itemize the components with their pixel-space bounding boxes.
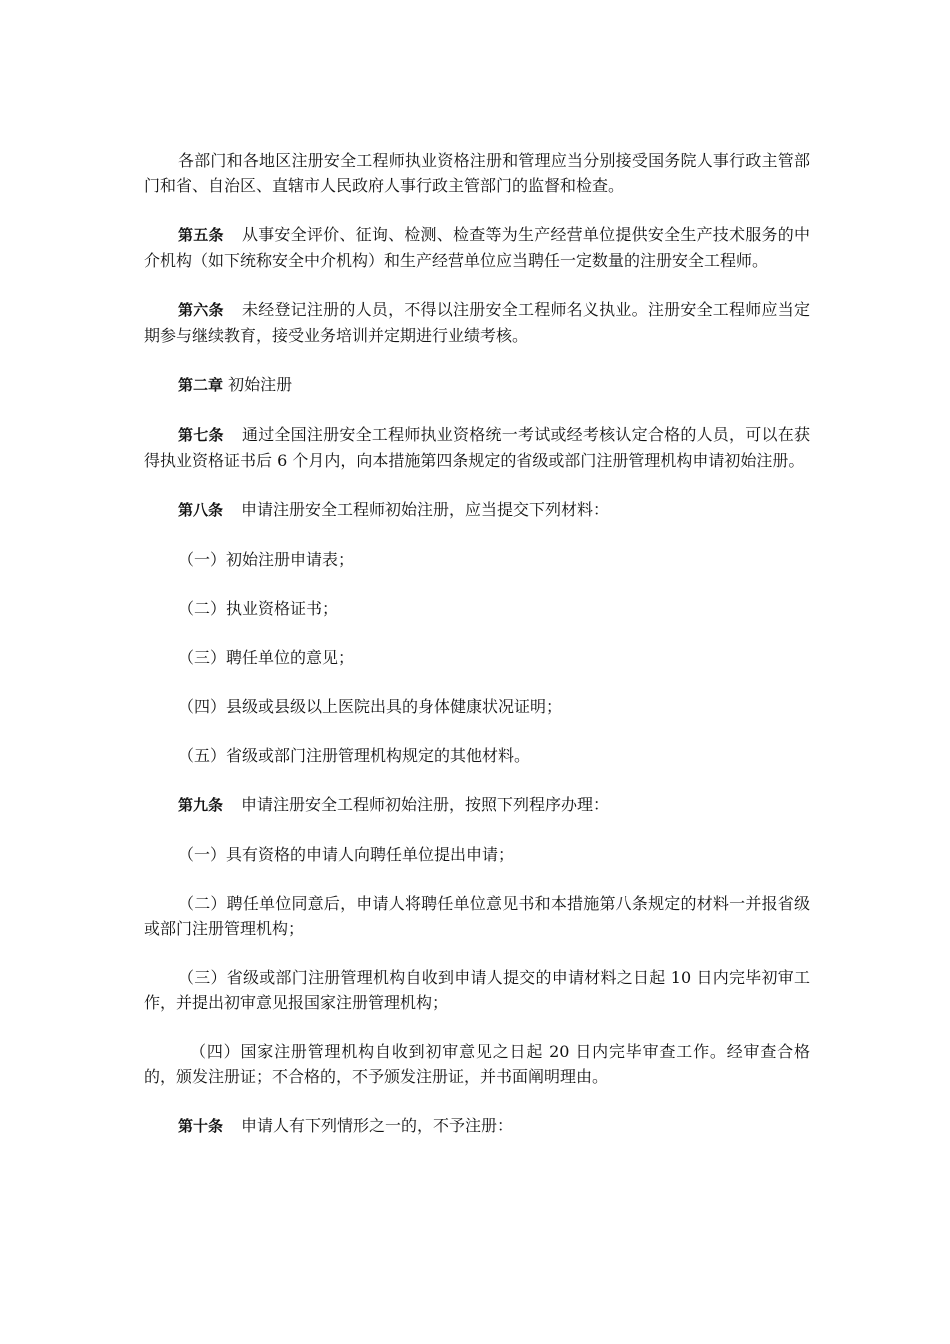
chapter-2-heading xyxy=(144,372,810,398)
article-8-item-5 xyxy=(144,743,810,768)
article-heading: 第八条 xyxy=(178,501,224,519)
list-item-text: （一）具有资格的申请人向聘任单位提出申请； xyxy=(178,845,515,864)
article-text: 通过全国注册安全工程师执业资格统一考试或经考核认定合格的人员，可以在获得执业资格证书后 6 个月内，向本措施第四条规定的省级或部门注册管理机构申请初始注册。 xyxy=(144,425,810,470)
article-heading: 第六条 xyxy=(178,301,224,319)
article-8-item-4 xyxy=(144,694,810,719)
article-9 xyxy=(144,792,810,818)
list-item-text: （四）县级或县级以上医院出具的身体健康状况证明； xyxy=(178,697,563,716)
article-9-item-3 xyxy=(144,965,810,1015)
article-text: 申请人有下列情形之一的，不予注册： xyxy=(241,1116,514,1135)
article-8 xyxy=(144,497,810,523)
list-item-text: （五）省级或部门注册管理机构规定的其他材料。 xyxy=(178,746,531,765)
paragraph-supervision xyxy=(144,148,810,198)
article-text: 从事安全评价、征询、检测、检查等为生产经营单位提供安全生产技术服务的中介机构（如下统称安全中介机构）和生产经营单位应当聘任一定数量的注册安全工程师。 xyxy=(144,225,810,270)
article-9-item-2 xyxy=(144,891,810,941)
document-page xyxy=(144,148,810,1163)
article-text: 申请注册安全工程师初始注册，应当提交下列材料： xyxy=(241,500,610,519)
list-item-text: （三）省级或部门注册管理机构自收到申请人提交的申请材料之日起 10 日内完毕初审工作，并提出初审意见报国家注册管理机构； xyxy=(144,968,810,1012)
article-heading: 第五条 xyxy=(178,226,224,244)
article-heading: 第十条 xyxy=(178,1117,224,1135)
article-8-item-3 xyxy=(144,645,810,670)
list-item-text: （二）聘任单位同意后，申请人将聘任单位意见书和本措施第八条规定的材料一并报省级或部门注册管理机构； xyxy=(144,894,810,938)
article-6 xyxy=(144,297,810,348)
article-5 xyxy=(144,222,810,273)
article-heading: 第九条 xyxy=(178,796,224,814)
article-7 xyxy=(144,422,810,473)
list-item-text: （四）国家注册管理机构自收到初审意见之日起 20 日内完毕审查工作。经审查合格的，颁发注册证；不合格的，不予颁发注册证，并书面阐明理由。 xyxy=(144,1042,810,1086)
article-heading: 第七条 xyxy=(178,426,224,444)
list-item-text: （一）初始注册申请表； xyxy=(178,550,355,569)
article-9-item-1 xyxy=(144,842,810,867)
list-item-text: （二）执业资格证书； xyxy=(178,599,339,618)
list-item-text: （三）聘任单位的意见； xyxy=(178,648,355,667)
paragraph-text: 各部门和各地区注册安全工程师执业资格注册和管理应当分别接受国务院人事行政主管部门和省、自治区、直辖市人民政府人事行政主管部门的监督和检查。 xyxy=(144,151,810,195)
article-8-item-1 xyxy=(144,547,810,572)
chapter-number: 第二章 xyxy=(178,376,224,394)
article-9-item-4 xyxy=(144,1039,810,1089)
article-text: 未经登记注册的人员，不得以注册安全工程师名义执业。注册安全工程师应当定期参与继续教育，接受业务培训并定期进行业绩考核。 xyxy=(144,300,810,345)
article-text: 申请注册安全工程师初始注册，按照下列程序办理： xyxy=(241,795,610,814)
article-8-item-2 xyxy=(144,596,810,621)
article-10 xyxy=(144,1113,810,1139)
chapter-title: 初始注册 xyxy=(228,375,293,394)
